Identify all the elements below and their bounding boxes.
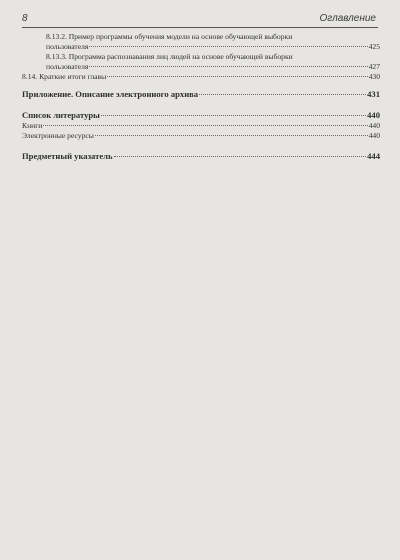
toc-entry-page: 440 bbox=[368, 131, 380, 140]
toc-entry-8-13-2 bbox=[22, 32, 380, 52]
running-header bbox=[22, 13, 378, 27]
toc-entry-title: Приложение. Описание электронного архива bbox=[22, 89, 199, 99]
toc-entry-page: 440 bbox=[368, 121, 380, 130]
toc-entry-subject-index bbox=[22, 150, 380, 162]
dot-leader bbox=[89, 46, 367, 47]
header-rule bbox=[22, 27, 378, 28]
toc-entry-title: Книги bbox=[22, 121, 43, 130]
toc-entry-page: 431 bbox=[367, 89, 380, 99]
toc-entry-page: 440 bbox=[367, 110, 380, 120]
dot-leader bbox=[95, 135, 368, 136]
toc-entry-8-14 bbox=[22, 72, 380, 82]
dot-leader bbox=[199, 94, 366, 95]
toc-entry-title: пользователя bbox=[46, 42, 89, 51]
toc-entry-appendix bbox=[22, 88, 380, 100]
dot-leader bbox=[89, 66, 367, 67]
toc-entry-title: пользователя bbox=[46, 62, 89, 71]
toc-entry-8-13-3 bbox=[22, 52, 380, 72]
dot-leader bbox=[114, 156, 367, 157]
toc-entry-page: 425 bbox=[368, 42, 380, 51]
toc-entry-bibliography bbox=[22, 109, 380, 121]
toc-entry-electronic-resources bbox=[22, 131, 380, 141]
toc-entry-title-line: 8.13.2. Пример программы обучения модели на основе обучающей выборки bbox=[46, 32, 293, 41]
dot-leader bbox=[101, 115, 366, 116]
table-of-contents bbox=[22, 32, 380, 162]
toc-entry-title: Предметный указатель bbox=[22, 151, 113, 161]
toc-entry-books bbox=[22, 121, 380, 131]
toc-entry-title: 8.14. Краткие итоги главы bbox=[22, 72, 107, 81]
page-number: 8 bbox=[22, 13, 28, 24]
toc-entry-title: Список литературы bbox=[22, 110, 100, 120]
dot-leader bbox=[43, 125, 367, 126]
header-title: Оглавление bbox=[319, 13, 376, 24]
toc-entry-page: 430 bbox=[368, 72, 380, 81]
dot-leader bbox=[107, 76, 367, 77]
toc-entry-page: 427 bbox=[368, 62, 380, 71]
toc-entry-page: 444 bbox=[367, 151, 380, 161]
toc-entry-title-line: 8.13.3. Программа распознавания лиц людей на основе обучающей выборки bbox=[46, 52, 293, 61]
toc-entry-title: Электронные ресурсы bbox=[22, 131, 94, 140]
